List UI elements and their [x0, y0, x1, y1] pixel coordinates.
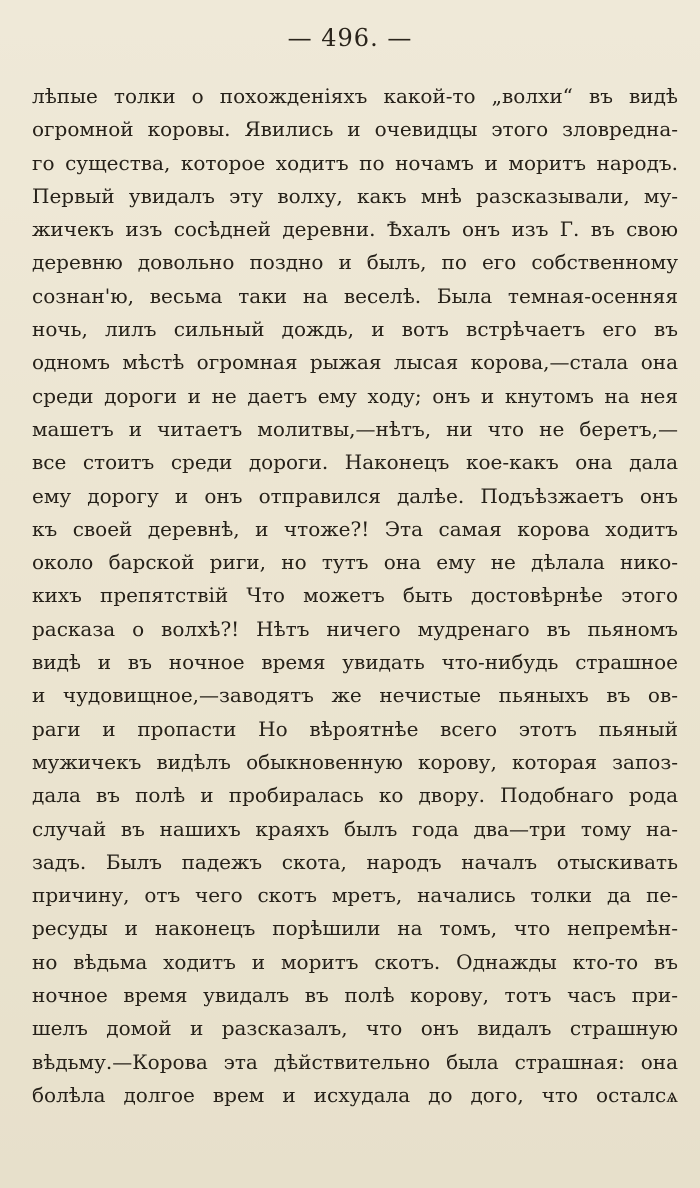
text-line: сознан'ю, весьма таки на веселѣ. Была темная-осенняя [32, 283, 678, 308]
text-line: но вѣдьма ходитъ и моритъ скотъ. Однажды кто-то въ [32, 949, 678, 974]
text-line: задъ. Былъ падежъ скота, народъ началъ отыскивать [32, 849, 678, 874]
page-number: — 496. — [287, 24, 413, 52]
text-line: и чудовищное,—заводятъ же нечистые пьяныхъ въ ов- [32, 683, 678, 708]
text-line: ночное время увидалъ въ полѣ корову, тотъ часъ при- [32, 983, 678, 1008]
text-line: Первый увидалъ эту волху, какъ мнѣ разсказывали, му- [32, 183, 678, 208]
text-line: деревню довольно поздно и былъ, по его собственному [32, 250, 678, 275]
text-line: случай въ нашихъ краяхъ былъ года два—три тому на- [32, 816, 678, 841]
text-line: раги и пропасти Но вѣроятнѣе всего этотъ пьяный [32, 716, 678, 741]
text-line: ночь, лилъ сильный дождь, и вотъ встрѣчаетъ его въ [32, 317, 678, 342]
text-line: жичекъ изъ сосѣдней деревни. Ѣхалъ онъ изъ Г. въ свою [32, 217, 678, 242]
text-line: дала въ полѣ и пробиралась ко двору. Подобнаго рода [32, 783, 678, 808]
text-line: видѣ и въ ночное время увидать что-нибудь страшное [32, 650, 678, 675]
text-line: шелъ домой и разсказалъ, что онъ видалъ страшную [32, 1016, 678, 1041]
text-line: машетъ и читаетъ молитвы,—нѣтъ, ни что не беретъ,— [32, 416, 678, 441]
text-line: го существа, которое ходитъ по ночамъ и моритъ народъ. [32, 150, 678, 175]
body-text [32, 80, 678, 1112]
text-line: расказа о волхѣ?! Нѣтъ ничего мудренаго въ пьяномъ [32, 616, 678, 641]
text-line: мужичекъ видѣлъ обыкновенную корову, которая запоз- [32, 749, 678, 774]
text-line: одномъ мѣстѣ огромная рыжая лысая корова,—стала она [32, 350, 678, 375]
text-line: все стоитъ среди дороги. Наконецъ кое-какъ она дала [32, 450, 678, 475]
text-line: лѣпые толки о похожденіяхъ какой-то „волхи“ въ видѣ [32, 84, 678, 108]
text-line: болѣла долгое врем и исхудала до дого, что осталсѧ [32, 1082, 678, 1107]
text-line: около барской риги, но тутъ она ему не дѣлала нико- [32, 550, 678, 575]
text-line: къ своей деревнѣ, и чтоже?! Эта самая корова ходитъ [32, 516, 678, 541]
text-line: среди дороги и не даетъ ему ходу; онъ и кнутомъ на нея [32, 383, 678, 408]
text-line: причину, отъ чего скотъ мретъ, начались толки да пе- [32, 883, 678, 908]
text-line: вѣдьму.—Корова эта дѣйствительно была страшная: она [32, 1049, 678, 1074]
text-line: ресуды и наконецъ порѣшили на томъ, что непремѣн- [32, 916, 678, 941]
text-line: ему дорогу и онъ отправился далѣе. Подъѣзжаетъ онъ [32, 483, 678, 508]
text-line: огромной коровы. Явились и очевидцы этого зловредна- [32, 117, 678, 142]
text-line: кихъ препятствій Что можетъ быть достовѣрнѣе этого [32, 583, 678, 608]
